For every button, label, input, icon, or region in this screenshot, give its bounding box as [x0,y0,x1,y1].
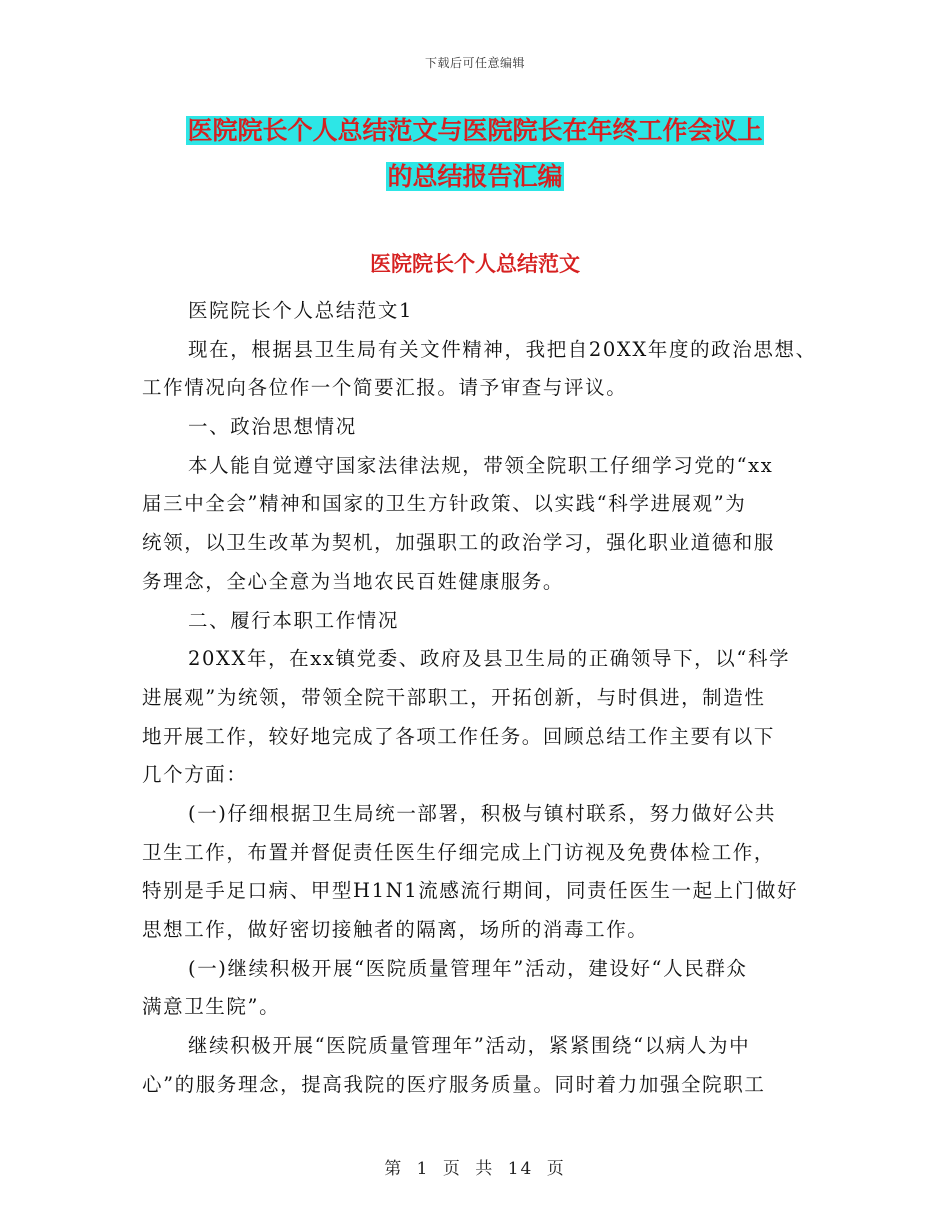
paragraph-line: 现在，根据县卫生局有关文件精神，我把自20XX年度的政治思想、 [188,337,817,361]
header-note: 下载后可任意编辑 [424,56,525,70]
paragraph-line: 二、履行本职工作情况 [188,608,400,632]
page-footer: 第 1 页 共 14 页 [384,1159,566,1179]
paragraph-line: 卫生工作，布置并督促责任医生仔细完成上门访视及免费体检工作， [142,840,776,864]
paragraph-line: 20XX年，在xx镇党委、政府及县卫生局的正确领导下，以“科学 [188,647,791,671]
section-title: 医院院长个人总结范文 [370,251,580,276]
paragraph-line: 几个方面： [142,763,248,787]
paragraph-line: 医院院长个人总结范文1 [188,299,414,322]
paragraph-line: 满意卫生院”。 [142,995,281,1019]
paragraph-line: 届三中全会”精神和国家的卫生方针政策、以实践“科学进展观”为 [142,492,747,516]
paragraph-line: 特别是手足口病、甲型H1N1流感流行期间，同责任医生一起上门做好 [142,879,799,903]
paragraph-line: 心”的服务理念，提高我院的医疗服务质量。同时着力加强全院职工 [142,1072,766,1096]
title-line-1: 医院院长个人总结范文与医院院长在年终工作会议上 [187,116,763,145]
document-title [140,108,810,200]
paragraph-line: 一、政治思想情况 [188,415,357,439]
paragraph-line: (一)仔细根据卫生局统一部署，积极与镇村联系，努力做好公共 [188,801,777,825]
paragraph-line: 地开展工作，较好地完成了各项工作任务。回顾总结工作主要有以下 [142,724,776,748]
paragraph-line: 思想工作，做好密切接触者的隔离，场所的消毒工作。 [142,918,649,941]
title-line-2: 的总结报告汇编 [387,162,563,191]
paragraph-line: 工作情况向各位作一个简要汇报。请予审查与评议。 [142,376,628,400]
paragraph-line: 务理念，全心全意为当地农民百姓健康服务。 [142,569,565,593]
paragraph-line: (一)继续积极开展“医院质量管理年”活动，建设好“人民群众 [188,956,748,980]
paragraph-line: 继续积极开展“医院质量管理年”活动，紧紧围绕“以病人为中 [188,1034,751,1058]
paragraph-line: 本人能自觉遵守国家法律法规，带领全院职工仔细学习党的“xx [188,453,774,477]
paragraph-line: 统领，以卫生改革为契机，加强职工的政治学习，强化职业道德和服 [142,531,776,555]
paragraph-line: 进展观”为统领，带领全院干部职工，开拓创新，与时俱进，制造性 [142,685,766,709]
body-text [142,292,817,1104]
